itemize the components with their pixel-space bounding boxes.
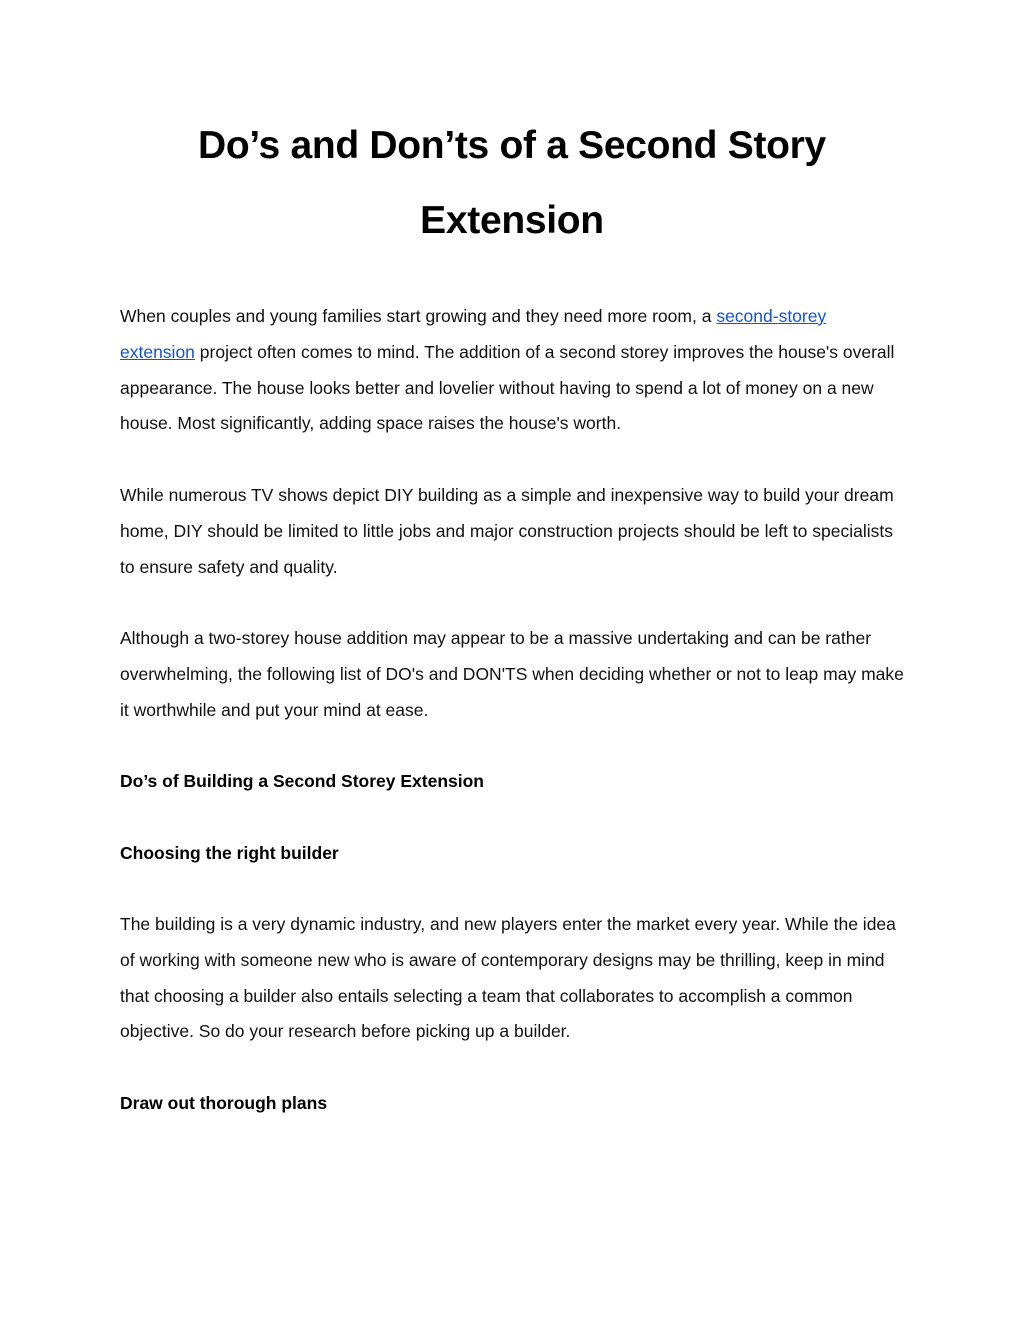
draw-plans-heading: Draw out thorough plans	[120, 1093, 328, 1113]
dos-section-heading: Do’s of Building a Second Storey Extension	[120, 771, 484, 791]
second-storey-extension-link[interactable]: second-storey extension	[120, 306, 827, 362]
diy-paragraph: While numerous TV shows depict DIY building as a simple and inexpensive way to build your dream home, DIY should be limited to little jobs and major construction projects should be left to specialists to ensure safety and quality.	[120, 485, 894, 577]
choosing-builder-heading: Choosing the right builder	[120, 843, 339, 863]
intro-text-before-link: When couples and young families start growing and they need more room, a	[120, 306, 717, 326]
builder-paragraph: The building is a very dynamic industry, and new players enter the market every year. While the idea of working with someone new who is aware of contemporary designs may be thrilling, keep in mind that choosing a builder also entails selecting a team that collaborates to accomplish a common objective. So do your research before picking up a builder.	[120, 914, 896, 1042]
intro-text-after-link: project often comes to mind. The addition of a second storey improves the house's overall appearance. The house looks better and lovelier without having to spend a lot of money on a new house. Most significantly, adding space raises the house's worth.	[120, 341, 895, 434]
document-title: Do’s and Don’ts of a Second Story Extension	[198, 124, 826, 242]
overview-paragraph: Although a two-storey house addition may appear to be a massive undertaking and can be rather overwhelming, the following list of DO's and DON'TS when deciding whether or not to leap may make it worthwhile and put your mind at ease.	[120, 628, 904, 720]
intro-paragraph	[120, 299, 904, 442]
